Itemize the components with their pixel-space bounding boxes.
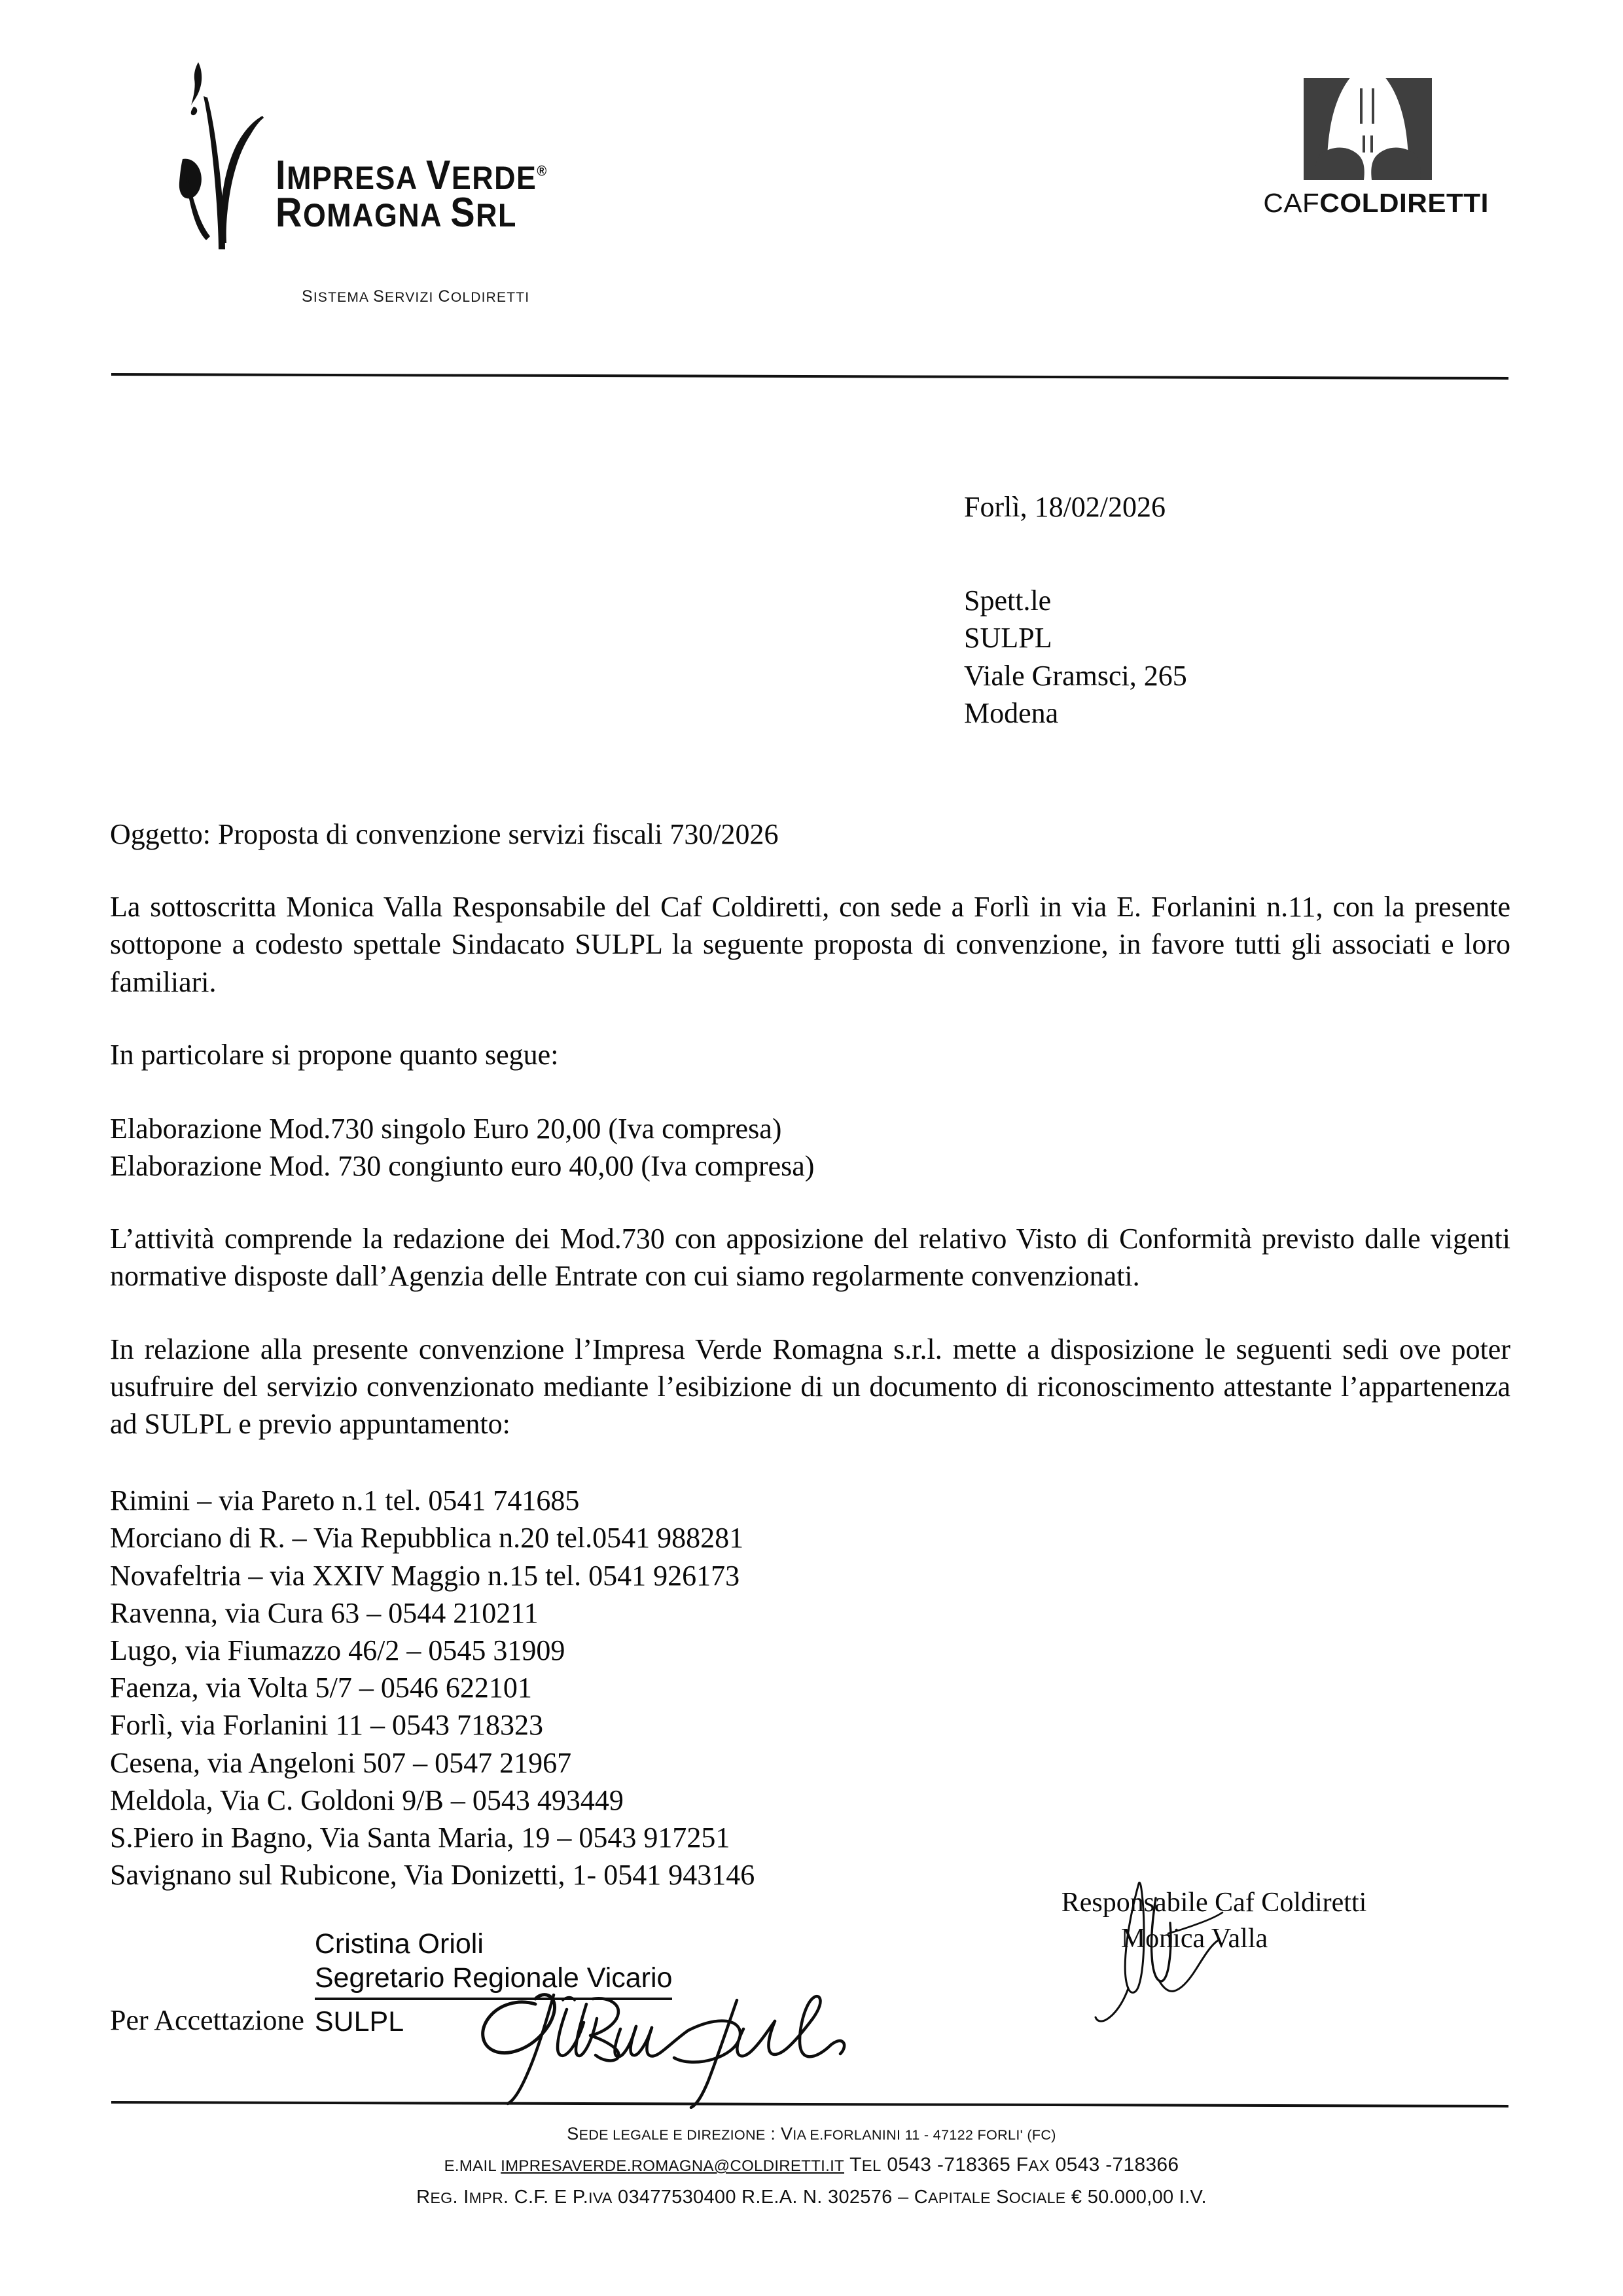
footer-contacts: E.MAIL IMPRESAVERDE.ROMAGNA@COLDIRETTI.IT TEL 0543 -718365 FAX 0543 -718366 [444, 2154, 1179, 2176]
paragraph-activity: L’attività comprende la redazione dei Mod.730 con apposizione del relativo Visto di Conformità previsto dalle vigenti normative disposte dall’Agenzia delle Entrate con cui siamo regolarmente convenzionati. [110, 1223, 1510, 1293]
signature-area [0, 1872, 1623, 2108]
acceptance-name: Cristina Orioli [314, 1928, 484, 1960]
letter-body [110, 458, 1510, 1893]
caf-coldiretti-wordmark [1263, 188, 1489, 219]
paragraph-intro: La sottoscritta Monica Valla Responsabile del Caf Coldiretti, con sede a Forlì in via E. Forlanini n.11, con la presente sottopone a codesto spettale Sindacato SULPL la seguente proposta di convenzione, in favore tutti gli associati e loro familiari. [110, 891, 1510, 998]
caf-arch-emblem-icon [1304, 62, 1432, 180]
office-line: Meldola, Via C. Goldoni 9/B – 0543 493449 [110, 1784, 624, 1816]
recipient-line: Modena [964, 696, 1059, 729]
brand-line-impresa-verde: IMPRESA VERDE® [276, 151, 547, 198]
recipient-line: SULPL [964, 622, 1052, 655]
recipient-address-block [964, 582, 1510, 732]
paragraph-proposal-lead: In particolare si propone quanto segue: [110, 1038, 559, 1071]
price-line: Elaborazione Mod.730 singolo Euro 20,00 (Iva compresa) [110, 1112, 782, 1145]
caf-word: CAF [1263, 188, 1320, 218]
place-and-date: Forlì, 18/02/2026 [964, 491, 1166, 523]
office-line: S.Piero in Bagno, Via Santa Maria, 19 – 0543 917251 [110, 1821, 730, 1854]
office-line: Cesena, via Angeloni 507 – 0547 21967 [110, 1746, 572, 1779]
issuer-signature-block [965, 1885, 1463, 1958]
offices-list [110, 1482, 1510, 1893]
brand-line-romagna-srl: ROMAGNA SRL [276, 189, 517, 236]
office-line: Morciano di R. – Via Repubblica n.20 tel.0541 988281 [110, 1522, 744, 1554]
footer-email[interactable]: IMPRESAVERDE.ROMAGNA@COLDIRETTI.IT [501, 2157, 845, 2176]
coldiretti-word: COLDIRETTI [1319, 188, 1489, 218]
leaf-sprout-icon [173, 49, 272, 265]
price-list [110, 1110, 1510, 1185]
brand-tagline: SISTEMA SERVIZI COLDIRETTI [302, 287, 530, 306]
acceptance-label: Per Accettazione [110, 2003, 304, 2036]
office-line: Savignano sul Rubicone, Via Donizetti, 1- 0541 943146 [110, 1859, 755, 1892]
office-line: Forlì, via Forlanini 11 – 0543 718323 [110, 1709, 544, 1742]
office-line: Faenza, via Volta 5/7 – 0546 622101 [110, 1672, 532, 1704]
office-line: Lugo, via Fiumazzo 46/2 – 0545 31909 [110, 1634, 565, 1666]
footer-registered-office: SEDE LEGALE E DIREZIONE : VIA E.FORLANINI 11 - 47122 FORLI' (FC) [567, 2124, 1056, 2144]
acceptance-signature-block [110, 1928, 895, 2039]
page-footer [0, 2121, 1623, 2212]
letterhead [0, 0, 1623, 376]
issuer-name: Monica Valla [1120, 1924, 1268, 1954]
recipient-line: Viale Gramsci, 265 [964, 659, 1187, 692]
acceptance-role: Segretario Regionale Vicario [315, 1962, 673, 2001]
paragraph-offices-lead: In relazione alla presente convenzione l’Impresa Verde Romagna s.r.l. mette a disposizione le seguenti sedi ove poter usufruire del servizio convenzionato mediante l’esibizione di un documento di riconoscimento attestante l’appartenenza ad SULPL e previo appuntamento: [110, 1333, 1510, 1440]
acceptance-org: SULPL [314, 2006, 404, 2038]
footer-legal-data: REG. IMPR. C.F. E P.IVA 03477530400 R.E.A. N. 302576 – CAPITALE SOCIALE € 50.000,00 I.V. [416, 2186, 1207, 2208]
registered-trademark-icon: ® [537, 163, 547, 179]
office-line: Rimini – via Pareto n.1 tel. 0541 741685 [110, 1484, 580, 1517]
price-line: Elaborazione Mod. 730 congiunto euro 40,00 (Iva compresa) [110, 1150, 815, 1183]
subject-line: Oggetto: Proposta di convenzione servizi fiscali 730/2026 [110, 817, 779, 850]
caf-coldiretti-logo [1263, 62, 1489, 219]
impresa-verde-logo [173, 49, 710, 306]
office-line: Novafeltria – via XXIV Maggio n.15 tel. 0541 926173 [110, 1559, 740, 1592]
issuer-role: Responsabile Caf Coldiretti [1061, 1888, 1367, 1918]
recipient-line: Spett.le [964, 584, 1052, 617]
office-line: Ravenna, via Cura 63 – 0544 210211 [110, 1596, 539, 1629]
